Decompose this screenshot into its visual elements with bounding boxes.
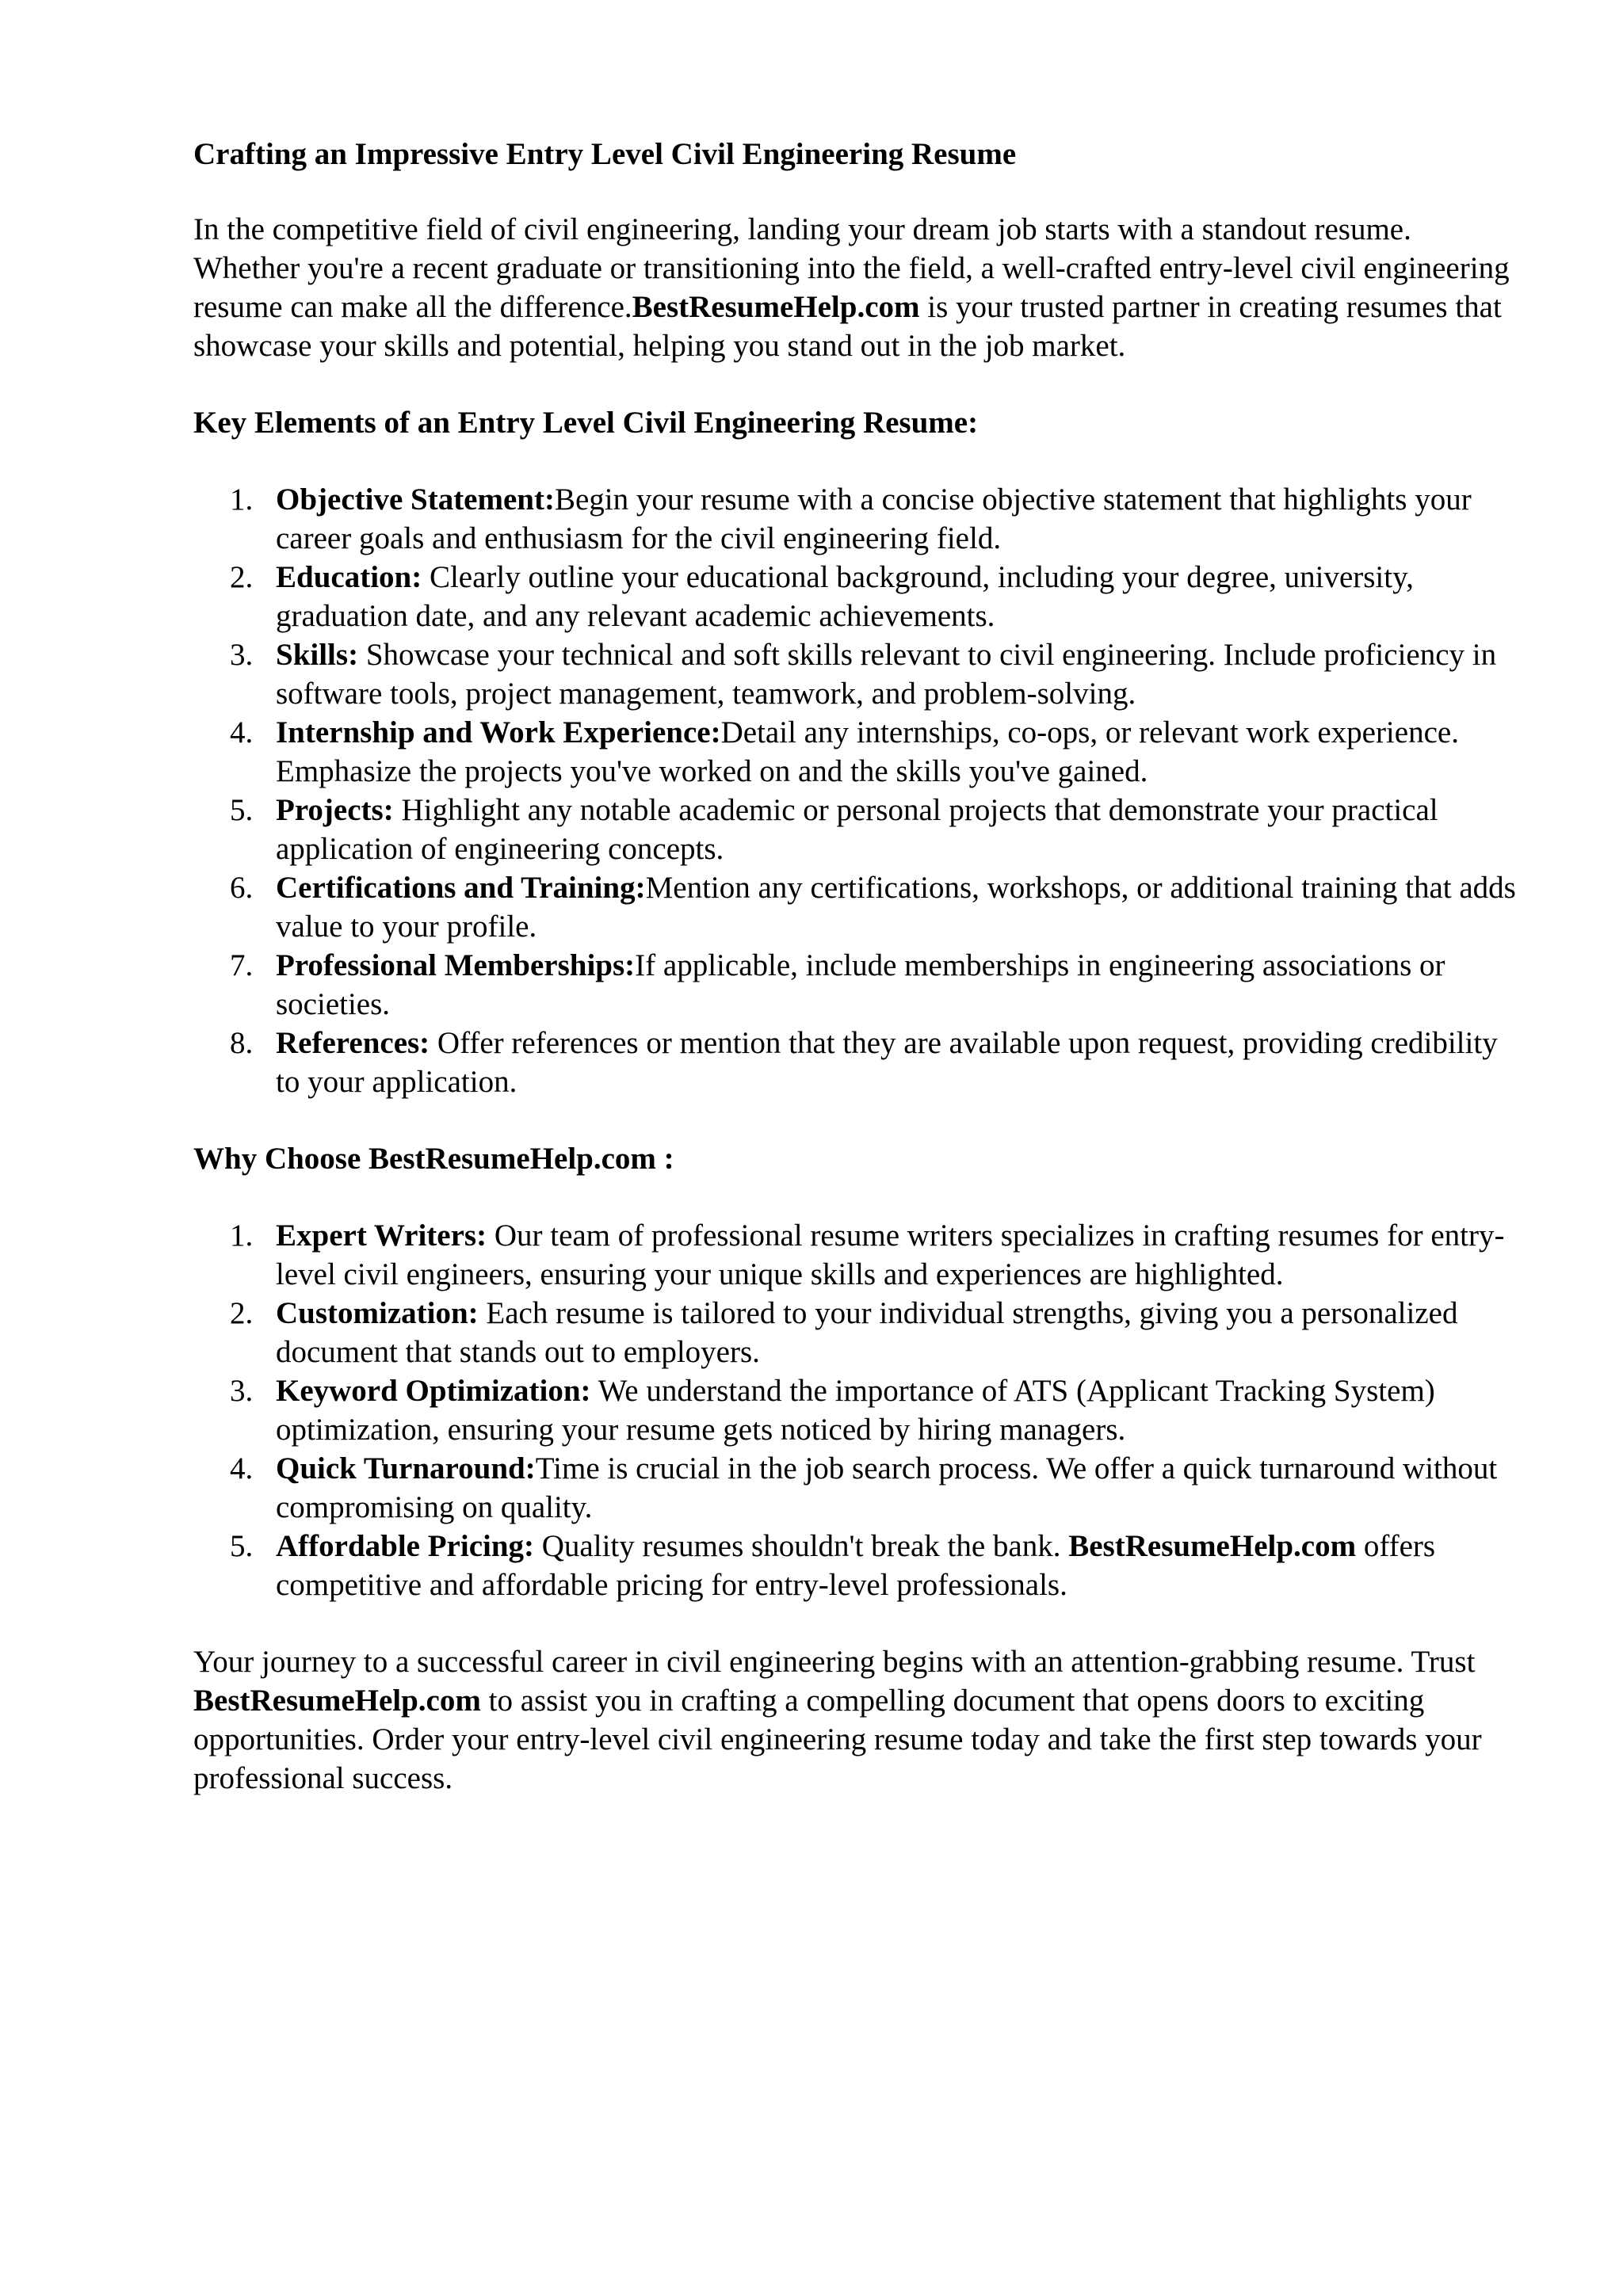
list-item-text: Begin your resume with a concise objective statement that highlights your career goals and enthusiasm for the civil engineering field. <box>276 482 1472 555</box>
document-title: Crafting an Impressive Entry Level Civil Engineering Resume <box>193 137 1017 171</box>
list-item <box>193 480 1525 558</box>
list-item-text: Detail any internships, co-ops, or relevant work experience. Emphasize the projects you've worked on and the skills you've gained. <box>276 715 1459 788</box>
closing-text-after: to assist you in crafting a compelling document that opens doors to exciting opportunities. Order your entry-level civil engineering resume today and take the first step towards your professional success. <box>193 1684 1482 1795</box>
list-item-label: Keyword Optimization: <box>276 1374 591 1408</box>
list-item-text: Offer references or mention that they are available upon request, providing credibility to your application. <box>276 1026 1498 1099</box>
list-item <box>193 635 1525 713</box>
list-item-number: 5. <box>230 793 254 827</box>
list-item-label: Education: <box>276 560 422 594</box>
list-item-text: Highlight any notable academic or personal projects that demonstrate your practical application of engineering concepts. <box>276 793 1438 866</box>
list-item-number: 1. <box>230 482 254 517</box>
list-item-text: We understand the importance of ATS (Applicant Tracking System) optimization, ensuring your resume gets noticed by hiring managers. <box>276 1374 1435 1447</box>
intro-paragraph <box>193 210 1525 365</box>
why-choose-brand: BestResumeHelp.com <box>369 1142 656 1176</box>
list-item-number: 4. <box>230 715 254 749</box>
list-item <box>193 558 1525 635</box>
why-choose-suffix: : <box>655 1142 674 1176</box>
list-item <box>193 1024 1525 1101</box>
why-choose-prefix: Why Choose <box>193 1142 369 1176</box>
list-item-label: Customization: <box>276 1296 479 1330</box>
list-item-number: 3. <box>230 638 254 672</box>
list-item-label: Professional Memberships: <box>276 948 636 982</box>
document-page <box>193 135 1525 1798</box>
list-item-number: 2. <box>230 1296 254 1330</box>
list-item-label: Objective Statement: <box>276 482 555 517</box>
list-item <box>193 868 1525 946</box>
list-item-number: 1. <box>230 1219 254 1253</box>
list-item-label: Quick Turnaround: <box>276 1451 536 1486</box>
list-item-text: Quality resumes shouldn't break the bank. <box>534 1529 1069 1563</box>
list-item-text: If applicable, include memberships in engineering associations or societies. <box>276 948 1445 1021</box>
list-item-label: References: <box>276 1026 430 1060</box>
list-item-number: 8. <box>230 1026 254 1060</box>
list-item-label: Certifications and Training: <box>276 871 646 905</box>
list-item-label: Projects: <box>276 793 394 827</box>
list-item-label: Internship and Work Experience: <box>276 715 721 749</box>
list-item <box>193 791 1525 868</box>
list-item-number: 6. <box>230 871 254 905</box>
list-item-label: Affordable Pricing: <box>276 1529 535 1563</box>
list-item-text-after: offers competitive and affordable pricing for entry-level professionals. <box>276 1529 1436 1602</box>
list-item-text: Each resume is tailored to your individual strengths, giving you a personalized document that stands out to employers. <box>276 1296 1458 1369</box>
list-item <box>193 1294 1525 1371</box>
key-elements-list <box>193 480 1525 1101</box>
list-item <box>193 1216 1525 1294</box>
closing-brand: BestResumeHelp.com <box>193 1684 481 1718</box>
intro-text-after: is your trusted partner in creating resumes that showcase your skills and potential, helping you stand out in the job market. <box>193 290 1502 363</box>
list-item <box>193 713 1525 791</box>
list-item-label: Skills: <box>276 638 359 672</box>
list-item-brand: BestResumeHelp.com <box>1068 1529 1357 1563</box>
closing-paragraph <box>193 1642 1525 1798</box>
list-item-text: Showcase your technical and soft skills relevant to civil engineering. Include proficiency in software tools, project management, teamwork, and problem-solving. <box>276 638 1497 711</box>
key-elements-heading: Key Elements of an Entry Level Civil Engineering Resume: <box>193 406 979 440</box>
list-item-number: 2. <box>230 560 254 594</box>
list-item-text: Clearly outline your educational background, including your degree, university, graduation date, and any relevant academic achievements. <box>276 560 1414 633</box>
list-item <box>193 1449 1525 1527</box>
why-choose-heading <box>193 1139 1525 1178</box>
list-item-number: 4. <box>230 1451 254 1486</box>
list-item <box>193 946 1525 1024</box>
list-item <box>193 1371 1525 1449</box>
list-item-number: 7. <box>230 948 254 982</box>
list-item-label: Expert Writers: <box>276 1219 487 1253</box>
list-item-number: 3. <box>230 1374 254 1408</box>
list-item-text: Our team of professional resume writers specializes in crafting resumes for entry-level civil engineers, ensuring your unique skills and experiences are highlighted. <box>276 1219 1505 1291</box>
list-item-text: Mention any certifications, workshops, or additional training that adds value to your profile. <box>276 871 1516 944</box>
list-item-text: Time is crucial in the job search process. We offer a quick turnaround without compromising on quality. <box>276 1451 1498 1524</box>
list-item <box>193 1527 1525 1604</box>
intro-text-before: In the competitive field of civil engineering, landing your dream job starts with a standout resume. Whether you're a recent graduate or transitioning into the field, a well-crafted entry-level civil engineering resume can make all the difference. <box>193 212 1510 324</box>
why-choose-list <box>193 1216 1525 1604</box>
list-item-number: 5. <box>230 1529 254 1563</box>
intro-brand: BestResumeHelp.com <box>632 290 920 324</box>
closing-text-before: Your journey to a successful career in civil engineering begins with an attention-grabbing resume. Trust <box>193 1645 1476 1679</box>
